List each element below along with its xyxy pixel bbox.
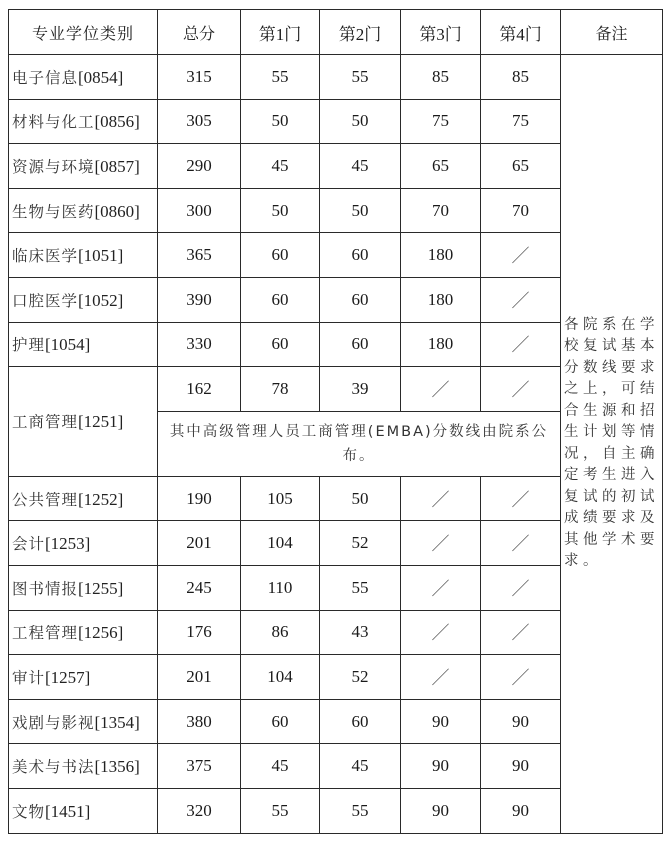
total-cell: 201 — [158, 655, 241, 700]
subject1-cell: 110 — [241, 565, 320, 610]
total-cell: 305 — [158, 99, 241, 144]
total-cell: 300 — [158, 188, 241, 233]
subject1-cell: 104 — [241, 521, 320, 566]
subject2-cell: 60 — [320, 277, 401, 322]
subject3-cell: 180 — [401, 277, 481, 322]
subject3-cell: 90 — [401, 699, 481, 744]
total-cell: 390 — [158, 277, 241, 322]
not-applicable-slash-icon: ／ — [401, 521, 481, 566]
category-cell: 审计[1257] — [9, 655, 158, 700]
subject1-cell: 104 — [241, 655, 320, 700]
subject2-cell: 55 — [320, 55, 401, 100]
subject2-cell: 50 — [320, 188, 401, 233]
total-cell: 245 — [158, 565, 241, 610]
header-subject3: 第3门 — [401, 10, 481, 55]
subject1-cell: 45 — [241, 144, 320, 189]
subject2-cell: 50 — [320, 99, 401, 144]
subject1-cell: 45 — [241, 744, 320, 789]
subject4-cell: 85 — [481, 55, 561, 100]
category-cell: 戏剧与影视[1354] — [9, 699, 158, 744]
subject4-cell: 75 — [481, 99, 561, 144]
subject1-cell: 86 — [241, 610, 320, 655]
total-cell: 290 — [158, 144, 241, 189]
subject4-cell: 70 — [481, 188, 561, 233]
subject3-cell: 65 — [401, 144, 481, 189]
subject2-cell: 52 — [320, 521, 401, 566]
not-applicable-slash-icon: ／ — [401, 367, 481, 412]
subject1-cell: 55 — [241, 788, 320, 833]
subject1-cell: 60 — [241, 699, 320, 744]
subject4-cell: 65 — [481, 144, 561, 189]
category-cell: 图书情报[1255] — [9, 565, 158, 610]
subject1-cell: 60 — [241, 277, 320, 322]
subject1-cell: 50 — [241, 188, 320, 233]
not-applicable-slash-icon: ／ — [401, 476, 481, 521]
subject3-cell: 85 — [401, 55, 481, 100]
subject3-cell: 70 — [401, 188, 481, 233]
header-notes: 备注 — [561, 10, 663, 55]
subject3-cell: 180 — [401, 322, 481, 367]
category-cell: 电子信息[0854] — [9, 55, 158, 100]
not-applicable-slash-icon: ／ — [481, 476, 561, 521]
subject3-cell: 90 — [401, 744, 481, 789]
subject2-cell: 60 — [320, 322, 401, 367]
not-applicable-slash-icon: ／ — [401, 610, 481, 655]
category-cell: 生物与医药[0860] — [9, 188, 158, 233]
total-cell: 315 — [158, 55, 241, 100]
notes-cell: 各院系在学校复试基本分数线要求之上，可结合生源和招生计划等情况，自主确定考生进入复试的初试成绩要求及其他学术要求。 — [561, 55, 663, 834]
subject1-cell: 60 — [241, 322, 320, 367]
header-row — [9, 10, 663, 55]
total-cell: 365 — [158, 233, 241, 278]
total-cell: 380 — [158, 699, 241, 744]
not-applicable-slash-icon: ／ — [481, 655, 561, 700]
not-applicable-slash-icon: ／ — [481, 565, 561, 610]
not-applicable-slash-icon: ／ — [481, 277, 561, 322]
subject2-cell: 55 — [320, 788, 401, 833]
subject3-cell: 90 — [401, 788, 481, 833]
category-cell: 文物[1451] — [9, 788, 158, 833]
total-cell: 162 — [158, 367, 241, 412]
header-category: 专业学位类别 — [9, 10, 158, 55]
not-applicable-slash-icon: ／ — [481, 233, 561, 278]
not-applicable-slash-icon: ／ — [481, 322, 561, 367]
category-cell: 会计[1253] — [9, 521, 158, 566]
not-applicable-slash-icon: ／ — [481, 521, 561, 566]
table-row — [9, 55, 663, 100]
category-cell: 材料与化工[0856] — [9, 99, 158, 144]
score-table — [8, 9, 663, 834]
total-cell: 201 — [158, 521, 241, 566]
header-subject4: 第4门 — [481, 10, 561, 55]
not-applicable-slash-icon: ／ — [401, 565, 481, 610]
total-cell: 190 — [158, 476, 241, 521]
category-cell: 护理[1054] — [9, 322, 158, 367]
subject1-cell: 60 — [241, 233, 320, 278]
category-cell: 口腔医学[1052] — [9, 277, 158, 322]
category-cell: 美术与书法[1356] — [9, 744, 158, 789]
subject2-cell: 45 — [320, 744, 401, 789]
header-subject2: 第2门 — [320, 10, 401, 55]
subject2-cell: 50 — [320, 476, 401, 521]
subject1-cell: 78 — [241, 367, 320, 412]
header-subject1: 第1门 — [241, 10, 320, 55]
category-cell: 工商管理[1251] — [9, 367, 158, 477]
total-cell: 330 — [158, 322, 241, 367]
subject4-cell: 90 — [481, 788, 561, 833]
subject2-cell: 43 — [320, 610, 401, 655]
subject2-cell: 39 — [320, 367, 401, 412]
header-total: 总分 — [158, 10, 241, 55]
subject2-cell: 52 — [320, 655, 401, 700]
subject1-cell: 105 — [241, 476, 320, 521]
subject2-cell: 60 — [320, 699, 401, 744]
total-cell: 176 — [158, 610, 241, 655]
category-cell: 临床医学[1051] — [9, 233, 158, 278]
subject1-cell: 55 — [241, 55, 320, 100]
subject3-cell: 180 — [401, 233, 481, 278]
not-applicable-slash-icon: ／ — [481, 367, 561, 412]
total-cell: 375 — [158, 744, 241, 789]
category-cell: 工程管理[1256] — [9, 610, 158, 655]
not-applicable-slash-icon: ／ — [481, 610, 561, 655]
subject4-cell: 90 — [481, 699, 561, 744]
subject1-cell: 50 — [241, 99, 320, 144]
total-cell: 320 — [158, 788, 241, 833]
subject3-cell: 75 — [401, 99, 481, 144]
category-cell: 公共管理[1252] — [9, 476, 158, 521]
not-applicable-slash-icon: ／ — [401, 655, 481, 700]
subject2-cell: 45 — [320, 144, 401, 189]
subject2-cell: 60 — [320, 233, 401, 278]
category-cell: 资源与环境[0857] — [9, 144, 158, 189]
subject2-cell: 55 — [320, 565, 401, 610]
subject4-cell: 90 — [481, 744, 561, 789]
emba-note: 其中高级管理人员工商管理(EMBA)分数线由院系公布。 — [158, 411, 561, 476]
